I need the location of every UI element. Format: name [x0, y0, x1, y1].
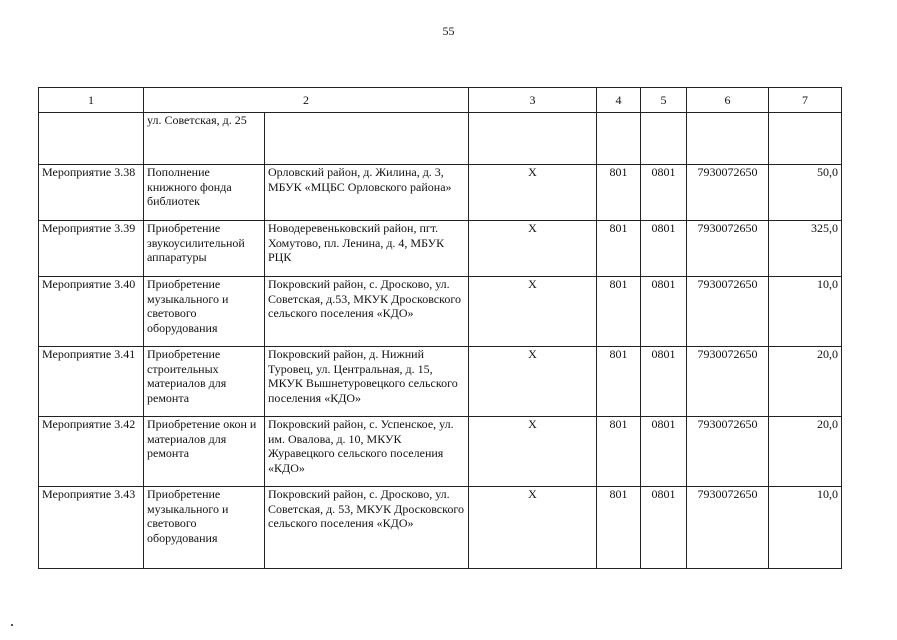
code2-cell: 0801 [641, 417, 687, 487]
continuation-cell [597, 113, 641, 165]
code3-cell: 7930072650 [687, 347, 769, 417]
code1-cell: 801 [597, 221, 641, 277]
event-cell: Мероприятие 3.42 [39, 417, 144, 487]
header-cell-1: 1 [39, 88, 144, 113]
code2-cell: 0801 [641, 277, 687, 347]
mark-cell: Х [469, 277, 597, 347]
description-cell: Приобретение звукоусилительной аппаратуры [144, 221, 265, 277]
scan-speck [11, 624, 13, 626]
description-cell: Пополнение книжного фонда библиотек [144, 165, 265, 221]
amount-cell: 20,0 [769, 417, 842, 487]
table-row [39, 277, 842, 347]
header-cell-7: 7 [769, 88, 842, 113]
continuation-cell [687, 113, 769, 165]
event-cell: Мероприятие 3.39 [39, 221, 144, 277]
header-cell-2: 2 [144, 88, 469, 113]
header-cell-6: 6 [687, 88, 769, 113]
table-row [39, 347, 842, 417]
code1-cell: 801 [597, 347, 641, 417]
continuation-cell [769, 113, 842, 165]
continuation-cell [641, 113, 687, 165]
continuation-cell [39, 113, 144, 165]
event-cell: Мероприятие 3.43 [39, 487, 144, 569]
code1-cell: 801 [597, 165, 641, 221]
continuation-address: ул. Советская, д. 25 [144, 113, 265, 165]
mark-cell: Х [469, 487, 597, 569]
location-cell: Покровский район, с. Успенское, ул. им. Овалова, д. 10, МКУК Журавецкого сельского поселения «КДО» [265, 417, 469, 487]
description-cell: Приобретение музыкального и светового оборудования [144, 277, 265, 347]
table-row [39, 165, 842, 221]
events-table [38, 87, 842, 569]
description-cell: Приобретение музыкального и светового оборудования [144, 487, 265, 569]
amount-cell: 50,0 [769, 165, 842, 221]
table-row [39, 221, 842, 277]
description-cell: Приобретение строительных материалов для ремонта [144, 347, 265, 417]
location-cell: Покровский район, д. Нижний Туровец, ул. Центральная, д. 15, МКУК Вышнетуровецкого сельского поселения «КДО» [265, 347, 469, 417]
header-row [39, 88, 842, 113]
header-cell-3: 3 [469, 88, 597, 113]
code3-cell: 7930072650 [687, 487, 769, 569]
code2-cell: 0801 [641, 165, 687, 221]
location-cell: Покровский район, с. Дросково, ул. Советская, д. 53, МКУК Дросковского сельского поселения «КДО» [265, 487, 469, 569]
page-number: 55 [442, 24, 455, 38]
location-cell: Покровский район, с. Дросково, ул. Советская, д.53, МКУК Дросковского сельского поселения «КДО» [265, 277, 469, 347]
header-cell-5: 5 [641, 88, 687, 113]
description-cell: Приобретение окон и материалов для ремонта [144, 417, 265, 487]
continuation-row [39, 113, 842, 165]
code3-cell: 7930072650 [687, 165, 769, 221]
location-cell: Новодеревеньковский район, пгт. Хомутово, пл. Ленина, д. 4, МБУК РЦК [265, 221, 469, 277]
code3-cell: 7930072650 [687, 417, 769, 487]
table-row [39, 487, 842, 569]
code3-cell: 7930072650 [687, 277, 769, 347]
header-cell-4: 4 [597, 88, 641, 113]
code3-cell: 7930072650 [687, 221, 769, 277]
location-cell: Орловский район, д. Жилина, д. 3, МБУК «МЦБС Орловского района» [265, 165, 469, 221]
mark-cell: Х [469, 165, 597, 221]
event-cell: Мероприятие 3.38 [39, 165, 144, 221]
code1-cell: 801 [597, 417, 641, 487]
amount-cell: 20,0 [769, 347, 842, 417]
event-cell: Мероприятие 3.41 [39, 347, 144, 417]
mark-cell: Х [469, 221, 597, 277]
code2-cell: 0801 [641, 221, 687, 277]
amount-cell: 10,0 [769, 487, 842, 569]
code2-cell: 0801 [641, 487, 687, 569]
mark-cell: Х [469, 347, 597, 417]
code1-cell: 801 [597, 277, 641, 347]
table-row [39, 417, 842, 487]
code1-cell: 801 [597, 487, 641, 569]
amount-cell: 325,0 [769, 221, 842, 277]
amount-cell: 10,0 [769, 277, 842, 347]
continuation-cell [265, 113, 469, 165]
event-cell: Мероприятие 3.40 [39, 277, 144, 347]
mark-cell: Х [469, 417, 597, 487]
code2-cell: 0801 [641, 347, 687, 417]
continuation-cell [469, 113, 597, 165]
